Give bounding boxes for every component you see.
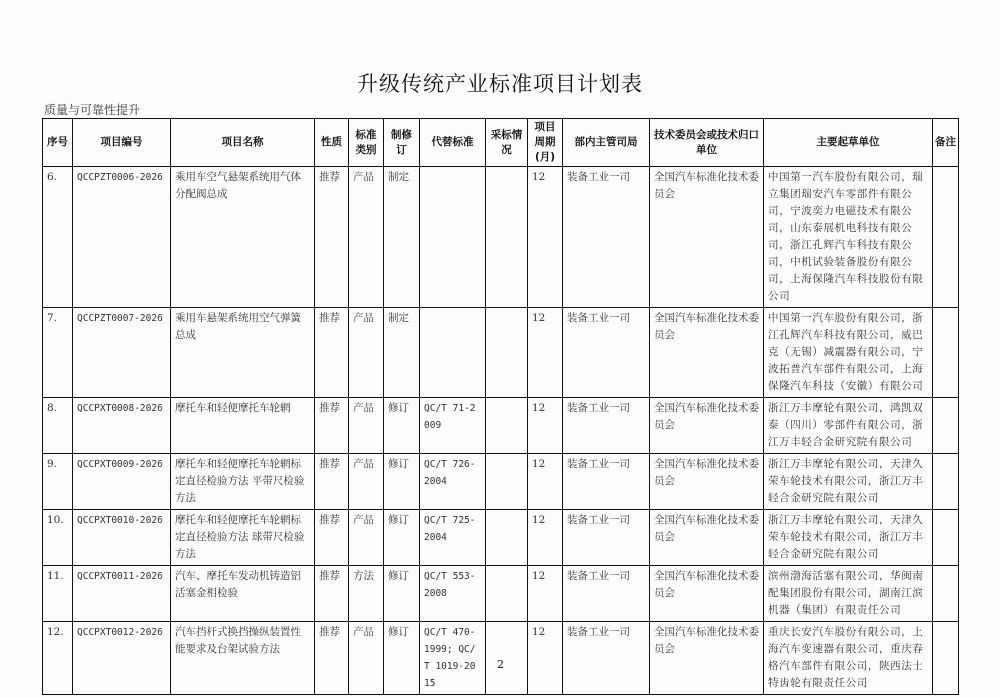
cell-replaces: QC/T 71-2009 (420, 398, 486, 454)
column-header: 技术委员会或技术归口单位 (650, 119, 764, 167)
cell-type: 方法 (349, 566, 384, 622)
cell-seq: 10. (43, 510, 73, 566)
cell-type: 产品 (349, 454, 384, 510)
cell-adoption (486, 622, 528, 695)
cell-note (933, 510, 959, 566)
cell-seq: 7. (43, 308, 73, 398)
cell-note (933, 308, 959, 398)
cell-adoption (486, 398, 528, 454)
cell-period: 12 (528, 308, 563, 398)
cell-name: 摩托车和轻便摩托车轮辋标定直径检验方法 平带尺检验方法 (171, 454, 315, 510)
cell-seq: 12. (43, 622, 73, 695)
cell-committee: 全国汽车标准化技术委员会 (650, 308, 764, 398)
cell-name: 乘用车空气悬架系统用气体分配阀总成 (171, 167, 315, 308)
cell-dept: 装备工业一司 (563, 566, 650, 622)
cell-committee: 全国汽车标准化技术委员会 (650, 622, 764, 695)
section-heading: 质量与可靠性提升 (44, 103, 141, 117)
cell-dept: 装备工业一司 (563, 510, 650, 566)
cell-committee: 全国汽车标准化技术委员会 (650, 510, 764, 566)
cell-replaces (420, 308, 486, 398)
cell-period: 12 (528, 622, 563, 695)
page-title: 升级传统产业标准项目计划表 (357, 72, 643, 96)
cell-drafters: 浙江万丰摩轮有限公司，天津久荣车轮技术有限公司，浙江万丰轻合金研究院有限公司 (764, 510, 933, 566)
column-header: 标准类别 (349, 119, 384, 167)
cell-nature: 推荐 (315, 167, 349, 308)
cell-type: 产品 (349, 510, 384, 566)
cell-code: QCCPXT0009-2026 (73, 454, 171, 510)
cell-drafters: 浙江万丰摩轮有限公司，天津久荣车轮技术有限公司，浙江万丰轻合金研究院有限公司 (764, 454, 933, 510)
cell-drafters: 中国第一汽车股份有限公司，瑞立集团瑞安汽车零部件有限公司，宁波奕力电磁技术有限公司，山东泰展机电科技有限公司，浙江孔辉汽车科技有限公司，中机试验装备股份有限公司，上海保隆汽车科技股份有限公司 (764, 167, 933, 308)
table-header-row (43, 119, 959, 167)
cell-code: QCCPZT0007-2026 (73, 308, 171, 398)
cell-committee: 全国汽车标准化技术委员会 (650, 167, 764, 308)
cell-dept: 装备工业一司 (563, 398, 650, 454)
table-row (43, 510, 959, 566)
cell-name: 汽车挡杆式换挡操纵装置性能要求及台架试验方法 (171, 622, 315, 695)
cell-adoption (486, 167, 528, 308)
cell-replaces (420, 167, 486, 308)
cell-revision: 修订 (384, 566, 420, 622)
table-row (43, 454, 959, 510)
cell-drafters: 滨州渤海活塞有限公司，华闽南配集团股份有限公司，湖南江滨机器（集团）有限责任公司 (764, 566, 933, 622)
cell-note (933, 167, 959, 308)
cell-nature: 推荐 (315, 454, 349, 510)
column-header: 项目周期(月) (528, 119, 563, 167)
cell-revision: 制定 (384, 308, 420, 398)
cell-dept: 装备工业一司 (563, 308, 650, 398)
cell-adoption (486, 308, 528, 398)
cell-code: QCCPZT0006-2026 (73, 167, 171, 308)
cell-replaces: QC/T 470-1999; QC/T 1019-2015 (420, 622, 486, 695)
cell-adoption (486, 510, 528, 566)
column-header: 制修订 (384, 119, 420, 167)
column-header: 性质 (315, 119, 349, 167)
cell-drafters: 浙江万丰摩轮有限公司，鸿凯双泰（四川）零部件有限公司，浙江万丰轻合金研究院有限公司 (764, 398, 933, 454)
cell-committee: 全国汽车标准化技术委员会 (650, 566, 764, 622)
cell-seq: 9. (43, 454, 73, 510)
cell-note (933, 566, 959, 622)
cell-seq: 11. (43, 566, 73, 622)
cell-nature: 推荐 (315, 308, 349, 398)
cell-drafters: 中国第一汽车股份有限公司，浙江孔辉汽车科技有限公司，威巴克（无锡）减震器有限公司，宁波拓普汽车部件有限公司，上海保隆汽车科技（安徽）有限公司 (764, 308, 933, 398)
cell-revision: 修订 (384, 622, 420, 695)
cell-committee: 全国汽车标准化技术委员会 (650, 398, 764, 454)
cell-adoption (486, 566, 528, 622)
cell-code: QCCPXT0012-2026 (73, 622, 171, 695)
column-header: 主要起草单位 (764, 119, 933, 167)
column-header: 备注 (933, 119, 959, 167)
cell-note (933, 622, 959, 695)
cell-note (933, 398, 959, 454)
column-header: 部内主管司局 (563, 119, 650, 167)
cell-period: 12 (528, 454, 563, 510)
cell-code: QCCPXT0008-2026 (73, 398, 171, 454)
column-header: 项目名称 (171, 119, 315, 167)
page-number: 2 (497, 658, 504, 671)
cell-dept: 装备工业一司 (563, 454, 650, 510)
cell-dept: 装备工业一司 (563, 167, 650, 308)
cell-name: 摩托车和轻便摩托车轮辋标定直径检验方法 球带尺检验方法 (171, 510, 315, 566)
cell-period: 12 (528, 398, 563, 454)
column-header: 序号 (43, 119, 73, 167)
cell-committee: 全国汽车标准化技术委员会 (650, 454, 764, 510)
table-row (43, 308, 959, 398)
cell-dept: 装备工业一司 (563, 622, 650, 695)
cell-name: 摩托车和轻便摩托车轮辋 (171, 398, 315, 454)
cell-drafters: 重庆长安汽车股份有限公司，上海汽车变速器有限公司，重庆春格汽车部件有限公司，陕西法士特齿轮有限责任公司 (764, 622, 933, 695)
cell-replaces: QC/T 725-2004 (420, 510, 486, 566)
column-header: 代替标准 (420, 119, 486, 167)
cell-nature: 推荐 (315, 398, 349, 454)
cell-code: QCCPXT0011-2026 (73, 566, 171, 622)
cell-replaces: QC/T 553-2008 (420, 566, 486, 622)
cell-revision: 修订 (384, 454, 420, 510)
table-row (43, 398, 959, 454)
cell-nature: 推荐 (315, 566, 349, 622)
table-row (43, 566, 959, 622)
cell-period: 12 (528, 566, 563, 622)
column-header: 项目编号 (73, 119, 171, 167)
cell-period: 12 (528, 510, 563, 566)
cell-nature: 推荐 (315, 510, 349, 566)
cell-type: 产品 (349, 308, 384, 398)
table-row (43, 167, 959, 308)
standards-plan-table (42, 118, 959, 695)
cell-note (933, 454, 959, 510)
cell-seq: 8. (43, 398, 73, 454)
cell-name: 汽车、摩托车发动机铸造铝活塞金相检验 (171, 566, 315, 622)
column-header: 采标情况 (486, 119, 528, 167)
cell-type: 产品 (349, 398, 384, 454)
cell-type: 产品 (349, 167, 384, 308)
cell-revision: 修订 (384, 398, 420, 454)
cell-replaces: QC/T 726-2004 (420, 454, 486, 510)
cell-adoption (486, 454, 528, 510)
cell-nature: 推荐 (315, 622, 349, 695)
cell-seq: 6. (43, 167, 73, 308)
cell-revision: 修订 (384, 510, 420, 566)
cell-type: 产品 (349, 622, 384, 695)
cell-revision: 制定 (384, 167, 420, 308)
cell-code: QCCPXT0010-2026 (73, 510, 171, 566)
cell-name: 乘用车悬架系统用空气弹簧总成 (171, 308, 315, 398)
cell-period: 12 (528, 167, 563, 308)
